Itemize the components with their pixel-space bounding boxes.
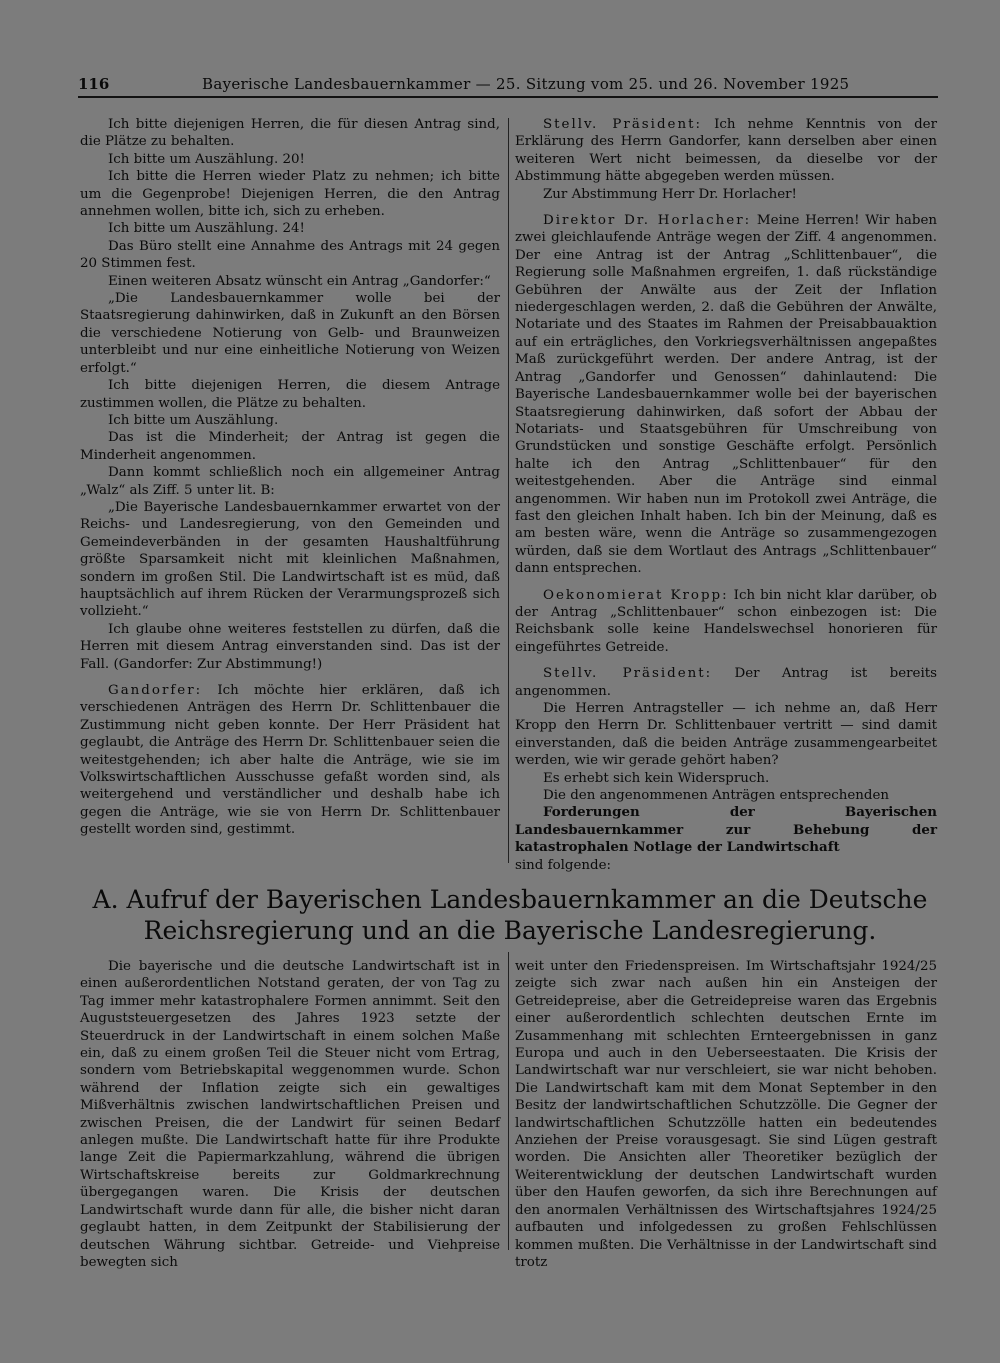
paragraph-text: Ich bin nicht klar darüber, ob der Antrag „Schlittenbauer“ schon einbezogen ist: Die Reichsbank solle keine Handelswechsel honorieren für eingeführtes Getreide.: [515, 587, 937, 655]
paragraph-text: Das Büro stellt eine Annahme des Antrags mit 24 gegen 20 Stimmen fest.: [80, 238, 500, 272]
paragraph: [515, 857, 937, 874]
column-divider-lower: [508, 952, 509, 1250]
speaker-name: Oekonomierat Kropp:: [543, 587, 729, 603]
column-divider: [508, 118, 509, 863]
paragraph: [515, 770, 937, 787]
paragraph: [515, 804, 937, 856]
paragraph-text: Ich bitte diejenigen Herren, die für diesen Antrag sind, die Plätze zu behalten.: [80, 117, 500, 150]
section-heading: A. Aufruf der Bayerischen Landesbauernkammer an die Deutsche Reichsregierung und an die Bayerische Landesregierung.: [92, 885, 928, 945]
appeal-column-left: [80, 958, 500, 1271]
paragraph: [515, 116, 937, 186]
page-number: 116: [78, 75, 110, 93]
paragraph-text: Die Herren Antragsteller — ich nehme an, daß Herr Kropp den Herrn Dr. Schlittenbauer vertritt — sind damit einverstanden, daß die beiden Anträge zusammengearbeitet werden, wie wir gerade gehört haben?: [515, 701, 937, 769]
paragraph: [80, 168, 500, 220]
appeal-paragraph-left: Die bayerische und die deutsche Landwirtschaft ist in einen außerordentlichen Notstand geraten, der von Tag zu Tag immer mehr katastrophalere Formen annimmt. Seit den Auguststeuergesetzen des Jahres 1923 setzte der Steuerdruck in der Landwirtschaft in einem solchen Maße ein, daß zu einem großen Teil die Steuer nicht vom Ertrag, sondern vom Betriebskapital weggenommen wurde. Schon während der Inflation zeigte sich ein gewaltiges Mißverhältnis zwischen landwirtschaftlichen Preisen und zwischen Preisen, die der Landwirt für seinen Bedarf anlegen mußte. Die Landwirtschaft hatte für ihre Produkte lange Zeit die Papiermarkzahlung, während die übrigen Wirtschaftskreise bereits zur Goldmarkrechnung übergegangen waren. Die Krisis der deutschen Landwirtschaft wurde dann für alle, die bisher nicht daran geglaubt hatten, in dem Zeitpunkt der Stabilisierung der deutschen Währung sichtbar. Getreide- und Viehpreise bewegten sich: [80, 959, 500, 1270]
paragraph-text: Der Antrag ist bereits angenommen.: [515, 666, 937, 699]
paragraph: [80, 377, 500, 412]
paragraph: [515, 700, 937, 770]
speaker-name: Direktor Dr. Horlacher:: [543, 213, 752, 229]
paragraph: [80, 621, 500, 673]
paragraph-text: Einen weiteren Absatz wünscht ein Antrag „Gandorfer:“: [108, 273, 491, 289]
paragraph-text: Ich möchte hier erklären, daß ich verschiedenen Anträgen des Herrn Dr. Schlittenbauer die Zustimmung nicht geben konnte. Der Herr Präsident hat geglaubt, die Anträge des Herrn Dr. Schlittenbauer seien die weitestgehenden; ich aber halte die Anträge, wie sie im Volkswirtschaftlichen Ausschusse gefaßt worden sind, als weitergehend und verständlicher und deshalb habe ich gegen die Anträge, wie sie von Herrn Dr. Schlittenbauer gestellt worden sind, gestimmt.: [80, 683, 500, 838]
paragraph: [515, 787, 937, 804]
appeal-paragraph-right: weit unter den Friedenspreisen. Im Wirtschaftsjahr 1924/25 zeigte sich zwar nach außen hin ein Ansteigen der Getreidepreise, aber die Getreidepreise waren das Ergebnis einer außerordentlich schlechten deutschen Ernte im Zusammenhang mit schlechten Ernteergebnissen in ganz Europa und auch in den Ueberseestaaten. Die Krisis der Landwirtschaft war nur verschleiert, sie war nicht behoben. Die Landwirtschaft kam mit dem Monat September in den Besitz der landwirtschaftlichen Schutzzölle. Die Gegner der landwirtschaftlichen Schutzzölle hatten ein bedeutendes Anziehen der Preise vorausgesagt. Sie sind Lügen gestraft worden. Die Ansichten aller Theoretiker bezüglich der Weiterentwicklung der deutschen Landwirtschaft wurden über den Haufen geworfen, da sich ihre Berechnungen auf den anormalen Verhältnissen des Wirtschaftsjahres 1924/25 aufbauten und infolgedessen zu großen Fehlschlüssen kommen mußten. Die Verhältnisse in der Landwirtschaft sind trotz: [515, 959, 937, 1270]
paragraph: [80, 238, 500, 273]
paragraph: [80, 429, 500, 464]
paragraph: [80, 151, 500, 168]
paragraph-text: Ich bitte um Auszählung.: [108, 412, 279, 428]
paragraph-text: sind folgende:: [515, 857, 612, 873]
paragraph-text: Zur Abstimmung Herr Dr. Horlacher!: [543, 186, 797, 202]
paragraph-text: Ich bitte diejenigen Herren, die diesem Antrage zustimmen wollen, die Plätze zu behalten.: [80, 378, 500, 411]
page-header: [78, 74, 938, 98]
paragraph-text: Ich bitte um Auszählung. 24!: [108, 221, 305, 237]
paragraph-text: Die den angenommenen Anträgen entsprechenden: [543, 788, 890, 804]
paragraph-text: Dann kommt schließlich noch ein allgemeiner Antrag „Walz“ als Ziff. 5 unter lit. B:: [80, 465, 500, 498]
paragraph-text: Meine Herren! Wir haben zwei gleichlaufende Anträge wegen der Ziff. 4 angenommen. Der eine Antrag ist der Antrag „Schlittenbauer“, die Regierung solle Maßnahmen ergreifen, 1. daß rückständige Gebühren der Anwälte aus der Zeit der Inflation niedergeschlagen werden, 2. daß die Gebühren der Anwälte, Notariate und des Staates im Rahmen der Preisabbauaktion auf ein erträgliches, den Vorkriegsverhältnissen angepaßtes Maß zurückgeführt werden. Der andere Antrag, ist der Antrag „Gandorfer und Genossen“ dahinlautend: Die Bayerische Landesbauernkammer wolle bei der bayerischen Staatsregierung dahinwirken, daß sofort der Abbau der Notariats- und Staatsgebühren für Umschreibung von Grundstücken und sonstige Geschäfte erfolgt. Persönlich halte ich den Antrag „Schlittenbauer“ für den weitestgehenden. Aber die Anträge sind einmal angenommen. Wir haben nun im Protokoll zwei Anträge, die fast den gleichen Inhalt haben. Ich bin der Meinung, daß es am besten wäre, wenn die Anträge so zusammengezogen würden, daß sie dem Wortlaut des Antrags „Schlittenbauer“ dann entsprechen.: [515, 213, 937, 577]
paragraph-text: Ich bitte um Auszählung. 20!: [108, 151, 305, 167]
protocol-column-right: [515, 116, 937, 874]
paragraph-text: „Die Bayerische Landesbauernkammer erwartet von der Reichs- und Landesregierung, von den Gemeinden und Gemeindeverbänden in der gesamten Haushaltführung größte Sparsamkeit nicht mit kleinlichen Maßnahmen, sondern im großen Stil. Die Landwirtschaft ist es müd, daß hauptsächlich auf ihrem Rücken der Verarmungsprozeß sich vollzieht.“: [80, 499, 500, 620]
speaker-name: Stellv. Präsident:: [543, 666, 713, 682]
paragraph-text: Ich nehme Kenntnis von der Erklärung des Herrn Gandorfer, kann derselben aber einen weiteren Wert nicht beimessen, da dieselbe vor der Abstimmung hätte abgegeben werden müssen.: [515, 117, 937, 185]
paragraph-text: Ich glaube ohne weiteres feststellen zu dürfen, daß die Herren mit diesem Antrag einverstanden sind. Das ist der Fall. (Gandorfer: Zur Abstimmung!): [80, 621, 500, 672]
paragraph: [80, 116, 500, 151]
paragraph-text: „Die Landesbauernkammer wolle bei der Staatsregierung dahinwirken, daß in Zukunft an den Börsen die verschiedene Notierung von Gelb- und Braunweizen unterbleibt und nur eine einheitliche Notierung von Weizen erfolgt.“: [80, 291, 500, 376]
paragraph: [80, 290, 500, 377]
paragraph: [80, 220, 500, 237]
paragraph: [515, 587, 937, 657]
paragraph-text: Forderungen der Bayerischen Landesbauernkammer zur Behebung der katastrophalen Notlage der Landwirtschaft: [515, 804, 937, 856]
paragraph: [80, 412, 500, 429]
speaker-name: Stellv. Präsident:: [543, 117, 702, 132]
paragraph: [515, 212, 937, 578]
paragraph: [515, 186, 937, 203]
paragraph-text: Es erhebt sich kein Widerspruch.: [543, 770, 770, 786]
speaker-name: Gandorfer:: [108, 683, 203, 698]
appeal-column-right: [515, 958, 937, 1271]
running-title: Bayerische Landesbauernkammer — 25. Sitzung vom 25. und 26. November 1925: [202, 75, 850, 93]
paragraph: [80, 464, 500, 499]
paragraph-text: Ich bitte die Herren wieder Platz zu nehmen; ich bitte um die Gegenprobe! Diejenigen Herren, die den Antrag annehmen wollen, bitte ich, sich zu erheben.: [80, 169, 500, 220]
paragraph: [80, 499, 500, 621]
paragraph-text: Das ist die Minderheit; der Antrag ist gegen die Minderheit angenommen.: [80, 430, 500, 463]
paragraph: [515, 665, 937, 700]
protocol-column-left: [80, 116, 500, 839]
paragraph: [80, 273, 500, 290]
paragraph: [80, 682, 500, 839]
